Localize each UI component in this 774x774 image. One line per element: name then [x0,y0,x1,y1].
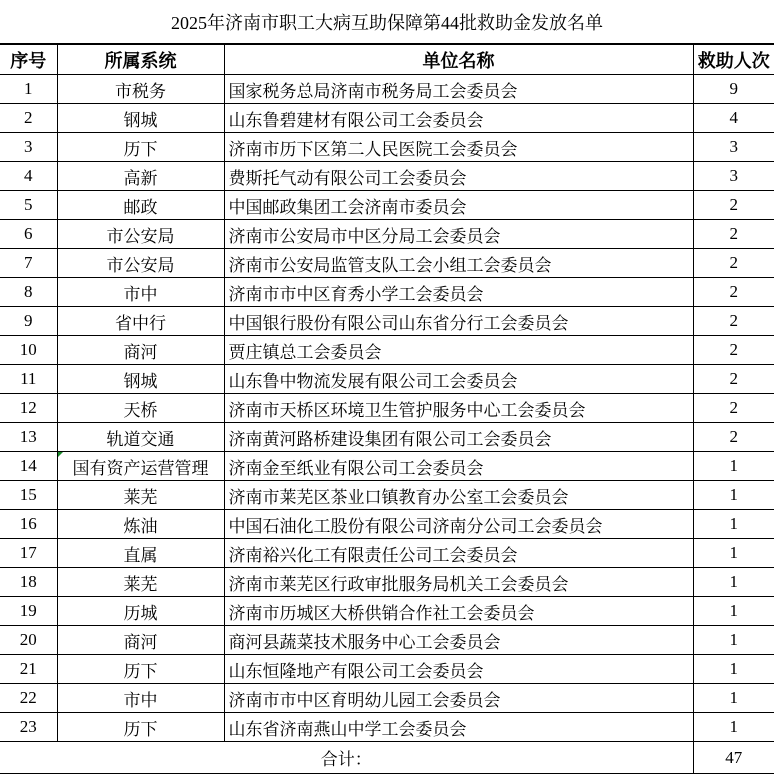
cell-seq[interactable]: 8 [0,278,57,307]
cell-unit[interactable]: 费斯托气动有限公司工会委员会 [224,162,693,191]
cell-system[interactable]: 商河 [57,336,224,365]
cell-seq[interactable]: 7 [0,249,57,278]
cell-unit[interactable]: 济南市莱芜区茶业口镇教育办公室工会委员会 [224,481,693,510]
cell-system[interactable]: 钢城 [57,365,224,394]
cell-unit[interactable]: 贾庄镇总工会委员会 [224,336,693,365]
cell-seq[interactable]: 4 [0,162,57,191]
cell-seq[interactable]: 9 [0,307,57,336]
cell-seq[interactable]: 6 [0,220,57,249]
cell-system[interactable]: 炼油 [57,510,224,539]
cell-count[interactable]: 2 [693,423,774,452]
cell-seq[interactable]: 18 [0,568,57,597]
table-row [0,423,774,452]
table-row [0,452,774,481]
cell-seq[interactable]: 5 [0,191,57,220]
cell-count[interactable]: 1 [693,684,774,713]
cell-unit[interactable]: 济南黄河路桥建设集团有限公司工会委员会 [224,423,693,452]
cell-system[interactable]: 市公安局 [57,220,224,249]
cell-unit[interactable]: 济南市天桥区环境卫生管护服务中心工会委员会 [224,394,693,423]
cell-unit[interactable]: 中国邮政集团工会济南市委员会 [224,191,693,220]
cell-seq[interactable]: 20 [0,626,57,655]
cell-unit[interactable]: 济南市历下区第二人民医院工会委员会 [224,133,693,162]
cell-count[interactable]: 2 [693,394,774,423]
cell-count[interactable]: 1 [693,597,774,626]
table-row [0,133,774,162]
cell-system[interactable]: 省中行 [57,307,224,336]
cell-count[interactable]: 2 [693,191,774,220]
table-row [0,278,774,307]
table-row [0,510,774,539]
table-row [0,481,774,510]
cell-seq[interactable]: 14 [0,452,57,481]
cell-system[interactable]: 钢城 [57,104,224,133]
cell-seq[interactable]: 2 [0,104,57,133]
cell-unit[interactable]: 济南市公安局监管支队工会小组工会委员会 [224,249,693,278]
cell-unit[interactable]: 济南金至纸业有限公司工会委员会 [224,452,693,481]
total-row [0,742,774,774]
cell-seq[interactable]: 21 [0,655,57,684]
cell-system[interactable]: 市中 [57,278,224,307]
cell-unit[interactable]: 济南市市中区育秀小学工会委员会 [224,278,693,307]
table-row [0,307,774,336]
header-unit: 单位名称 [224,45,693,75]
table-row [0,568,774,597]
cell-unit[interactable]: 济南市莱芜区行政审批服务局机关工会委员会 [224,568,693,597]
header-count: 救助人次 [693,45,774,75]
cell-unit[interactable]: 济南市公安局市中区分局工会委员会 [224,220,693,249]
table-row [0,104,774,133]
table-row [0,713,774,742]
cell-count[interactable]: 2 [693,220,774,249]
table-row [0,626,774,655]
cell-count[interactable]: 3 [693,133,774,162]
cell-unit[interactable]: 山东鲁碧建材有限公司工会委员会 [224,104,693,133]
table-row [0,162,774,191]
cell-seq[interactable]: 12 [0,394,57,423]
cell-unit[interactable]: 济南裕兴化工有限责任公司工会委员会 [224,539,693,568]
cell-seq[interactable]: 11 [0,365,57,394]
cell-seq[interactable]: 3 [0,133,57,162]
cell-count[interactable]: 4 [693,104,774,133]
header-system: 所属系统 [57,45,224,75]
table-row [0,220,774,249]
cell-system[interactable]: 历城 [57,597,224,626]
table-row [0,191,774,220]
cell-system[interactable]: 直属 [57,539,224,568]
cell-system[interactable]: 历下 [57,133,224,162]
cell-seq[interactable]: 22 [0,684,57,713]
cell-system[interactable]: 轨道交通 [57,423,224,452]
cell-seq[interactable]: 19 [0,597,57,626]
cell-count[interactable]: 1 [693,713,774,742]
cell-seq[interactable]: 13 [0,423,57,452]
cell-system[interactable]: 商河 [57,626,224,655]
cell-count[interactable]: 2 [693,336,774,365]
total-label: 合计： [0,742,693,774]
cell-count[interactable]: 2 [693,365,774,394]
cell-count[interactable]: 1 [693,510,774,539]
cell-count[interactable]: 2 [693,249,774,278]
cell-system[interactable]: 莱芜 [57,481,224,510]
cell-seq[interactable]: 17 [0,539,57,568]
cell-count[interactable]: 1 [693,568,774,597]
document-title: 2025年济南市职工大病互助保障第44批救助金发放名单 [0,0,774,44]
relief-list-table [0,44,774,774]
table-row [0,249,774,278]
cell-unit[interactable]: 中国银行股份有限公司山东省分行工会委员会 [224,307,693,336]
cell-unit[interactable]: 商河县蔬菜技术服务中心工会委员会 [224,626,693,655]
cell-system[interactable]: 市公安局 [57,249,224,278]
cell-system[interactable]: 邮政 [57,191,224,220]
header-row [0,45,774,75]
cell-count[interactable]: 2 [693,307,774,336]
cell-system[interactable]: 市税务 [57,75,224,104]
cell-unit[interactable]: 山东鲁中物流发展有限公司工会委员会 [224,365,693,394]
cell-unit[interactable]: 国家税务总局济南市税务局工会委员会 [224,75,693,104]
cell-system[interactable]: 天桥 [57,394,224,423]
cell-system[interactable]: 市中 [57,684,224,713]
table-row [0,539,774,568]
cell-count[interactable]: 1 [693,452,774,481]
cell-count[interactable]: 1 [693,626,774,655]
cell-seq[interactable]: 1 [0,75,57,104]
table-row [0,597,774,626]
header-seq: 序号 [0,45,57,75]
cell-count[interactable]: 2 [693,278,774,307]
cell-unit[interactable]: 济南市历城区大桥供销合作社工会委员会 [224,597,693,626]
cell-unit[interactable]: 济南市市中区育明幼儿园工会委员会 [224,684,693,713]
cell-unit[interactable]: 中国石油化工股份有限公司济南分公司工会委员会 [224,510,693,539]
cell-system[interactable]: 国有资产运营管理 [57,452,224,481]
table-row [0,655,774,684]
table-row [0,394,774,423]
cell-count[interactable]: 1 [693,481,774,510]
cell-seq[interactable]: 15 [0,481,57,510]
table-row [0,365,774,394]
cell-count[interactable]: 9 [693,75,774,104]
cell-system[interactable]: 高新 [57,162,224,191]
cell-seq[interactable]: 23 [0,713,57,742]
cell-system[interactable]: 莱芜 [57,568,224,597]
table-row [0,336,774,365]
table-row [0,684,774,713]
cell-seq[interactable]: 16 [0,510,57,539]
cell-count[interactable]: 3 [693,162,774,191]
cell-count[interactable]: 1 [693,539,774,568]
cell-seq[interactable]: 10 [0,336,57,365]
cell-unit[interactable]: 山东省济南燕山中学工会委员会 [224,713,693,742]
total-count: 47 [693,742,774,774]
cell-system[interactable]: 历下 [57,655,224,684]
cell-count[interactable]: 1 [693,655,774,684]
table-row [0,75,774,104]
cell-system[interactable]: 历下 [57,713,224,742]
cell-unit[interactable]: 山东恒隆地产有限公司工会委员会 [224,655,693,684]
